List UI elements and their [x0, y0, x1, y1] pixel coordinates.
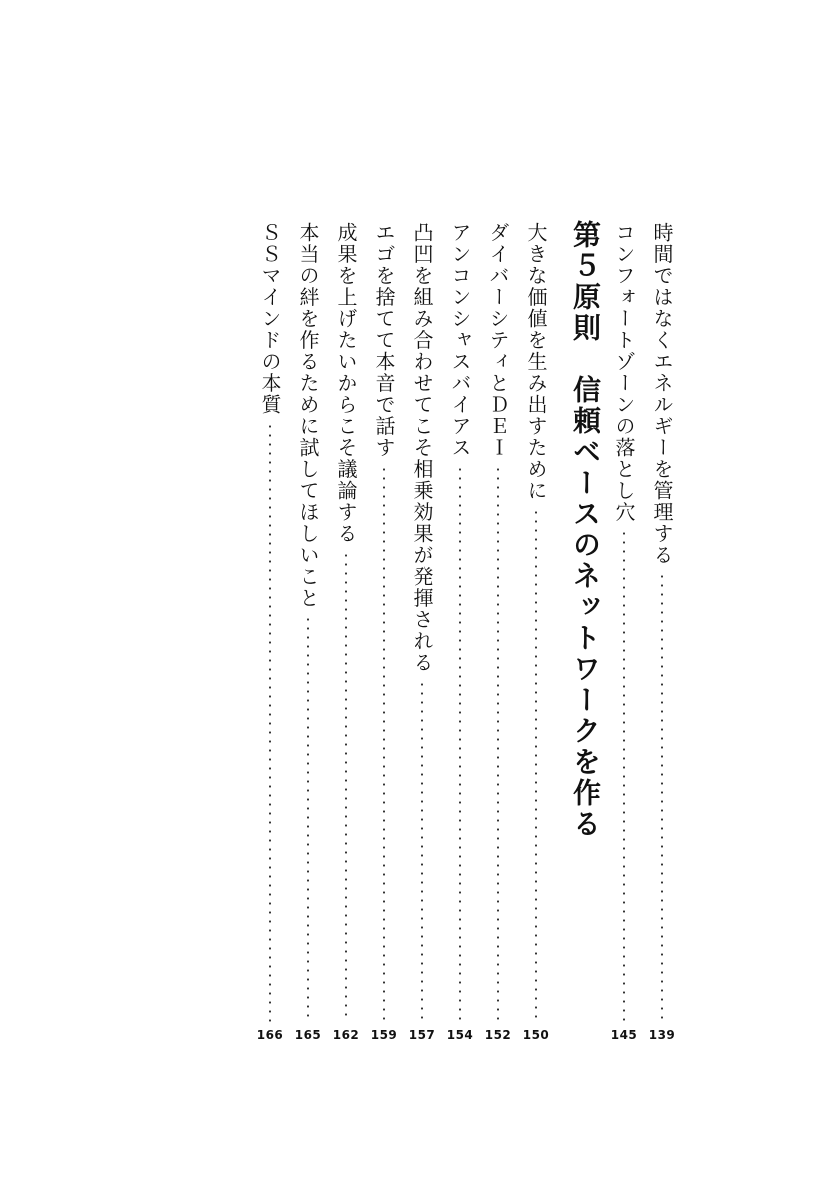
toc-entry-title: ダイバーシティとＤＥＩ [486, 222, 510, 459]
toc-entry[interactable] [445, 222, 475, 1022]
chapter-heading [565, 220, 605, 840]
leader-dots [623, 529, 625, 1022]
leader-dots [535, 508, 537, 1023]
toc-entry[interactable] [647, 222, 677, 1022]
toc-entry-title: エゴを捨てて本音で話す [372, 222, 396, 459]
leader-dots [345, 551, 347, 1023]
toc-page-number: 159 [370, 1028, 398, 1042]
toc-entry[interactable] [483, 222, 513, 1022]
toc-page-number: 150 [522, 1028, 550, 1042]
toc-entry-title: アンコンシャスバイアス [448, 222, 472, 459]
toc-entry-title: 凸凹を組み合わせてこそ相乗効果が発揮される [410, 222, 434, 674]
leader-dots [661, 572, 663, 1022]
toc-page-number: 154 [446, 1028, 474, 1042]
toc-entry-title: 本当の絆を作るために試してほしいこと [296, 222, 320, 609]
toc-entry[interactable] [331, 222, 361, 1022]
toc-entry-title: 時間ではなくエネルギーを管理する [650, 222, 674, 566]
chapter-title: 信頼ベースのネットワークを作る [569, 375, 602, 840]
leader-dots [459, 465, 461, 1023]
toc-entry[interactable] [609, 222, 639, 1022]
toc-page-number: 157 [408, 1028, 436, 1042]
leader-dots [269, 422, 271, 1023]
leader-dots [307, 615, 309, 1022]
leader-dots [497, 465, 499, 1023]
chapter-number: 第５原則 [569, 220, 602, 344]
toc-entry[interactable] [369, 222, 399, 1022]
toc-page-number: 166 [256, 1028, 284, 1042]
toc-entry[interactable] [255, 222, 285, 1022]
toc-page-number: 139 [648, 1028, 676, 1042]
toc-entry[interactable] [407, 222, 437, 1022]
toc-page-number: 162 [332, 1028, 360, 1042]
leader-dots [383, 465, 385, 1023]
toc-entry-title: ＳＳマインドの本質 [258, 222, 282, 416]
toc-page-number: 165 [294, 1028, 322, 1042]
toc-entry[interactable] [293, 222, 323, 1022]
toc-entry[interactable] [521, 222, 551, 1022]
toc-entry-title: 大きな価値を生み出すために [524, 222, 548, 502]
leader-dots [421, 680, 423, 1023]
toc-entry-title: コンフォートゾーンの落とし穴 [612, 222, 636, 523]
toc-page-number: 145 [610, 1028, 638, 1042]
toc-page-number: 152 [484, 1028, 512, 1042]
toc-entry-title: 成果を上げたいからこそ議論する [334, 222, 358, 545]
chapter-heading-text [565, 220, 605, 840]
